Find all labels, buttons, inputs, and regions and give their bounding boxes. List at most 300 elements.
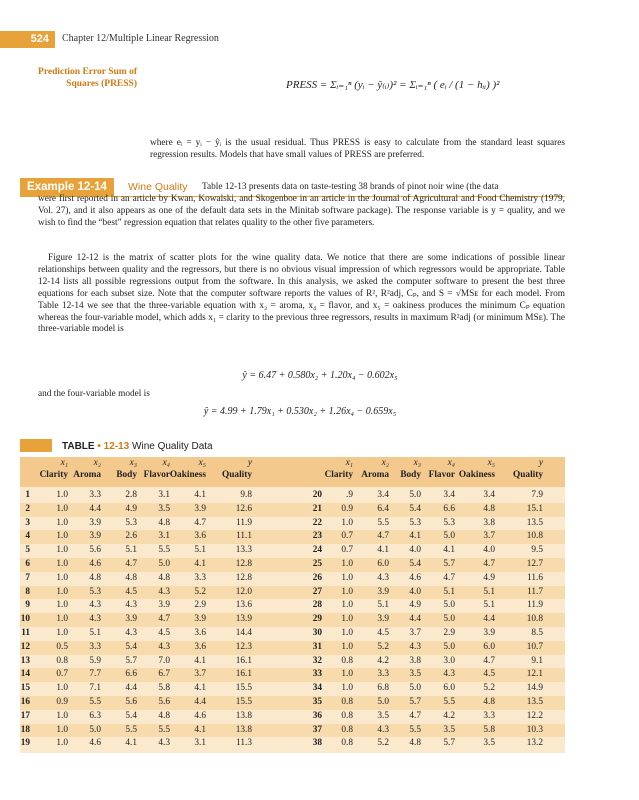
table-cell: 5.3 bbox=[89, 586, 101, 597]
table-cell: 12.3 bbox=[235, 641, 252, 652]
table-cell: 2.8 bbox=[125, 490, 137, 500]
table-cell: 4.4 bbox=[194, 697, 206, 707]
table-cell: 12.2 bbox=[526, 710, 543, 721]
between-text: and the four-variable model is bbox=[38, 389, 150, 399]
table-cell: 3.5 bbox=[158, 503, 170, 514]
table-cell: 5.2 bbox=[377, 641, 389, 652]
observation-number: 38 bbox=[312, 738, 322, 749]
observation-number: 16 bbox=[20, 697, 30, 707]
column-header-flavor: Flavor bbox=[428, 470, 455, 480]
table-cell: 5.7 bbox=[443, 559, 455, 569]
table-cell: 1.0 bbox=[56, 517, 68, 528]
table-cell: 4.2 bbox=[443, 710, 455, 721]
table-cell: 0.7 bbox=[56, 669, 68, 680]
table-cell: 4.5 bbox=[377, 628, 389, 638]
table-cell: 5.9 bbox=[89, 655, 101, 666]
table-marker bbox=[20, 439, 52, 452]
observation-number: 26 bbox=[312, 572, 322, 583]
table-cell: 1.0 bbox=[56, 710, 68, 721]
observation-number: 17 bbox=[20, 710, 30, 721]
table-cell: 5.1 bbox=[483, 600, 495, 611]
table-cell: 5.1 bbox=[483, 586, 495, 597]
table-cell: 1.0 bbox=[56, 572, 68, 583]
column-header-body: Body bbox=[400, 470, 421, 480]
table-cell: 4.9 bbox=[409, 600, 421, 611]
table-cell: 3.3 bbox=[377, 669, 389, 680]
table-cell: 4.6 bbox=[89, 559, 101, 569]
table-cell: 4.8 bbox=[158, 572, 170, 583]
table-cell: 6.7 bbox=[158, 669, 170, 680]
table-cell: 10.8 bbox=[526, 531, 543, 542]
table-cell: 5.4 bbox=[409, 559, 421, 569]
table-cell: 5.2 bbox=[483, 683, 495, 694]
table-title: Wine Quality Data bbox=[132, 441, 213, 452]
table-cell: 6.3 bbox=[89, 710, 101, 721]
equation-three-variable: ŷ = 6.47 + 0.580x₂ + 1.20x₄ − 0.602x₅ bbox=[242, 370, 398, 381]
table-cell: 4.1 bbox=[194, 559, 206, 569]
table-cell: 3.6 bbox=[194, 641, 206, 652]
table-cell: 1.0 bbox=[56, 628, 68, 638]
table-cell: 5.0 bbox=[89, 724, 101, 735]
table-cell: 4.8 bbox=[125, 572, 137, 583]
table-cell: 4.1 bbox=[443, 545, 455, 556]
table-cell: 3.9 bbox=[89, 531, 101, 542]
table-cell: 3.4 bbox=[443, 490, 455, 500]
observation-number: 35 bbox=[312, 697, 322, 707]
table-cell: 3.0 bbox=[443, 655, 455, 666]
column-variable-1: x₂ bbox=[381, 458, 389, 468]
table-cell: 5.7 bbox=[409, 697, 421, 707]
table-cell: 4.8 bbox=[89, 572, 101, 583]
table-cell: 5.5 bbox=[125, 724, 137, 735]
table-cell: 3.4 bbox=[377, 490, 389, 500]
table-cell: 12.7 bbox=[526, 559, 543, 569]
table-cell: 3.9 bbox=[125, 614, 137, 625]
table-cell: 5.0 bbox=[443, 614, 455, 625]
table-cell: 1.0 bbox=[341, 641, 353, 652]
table-cell: 12.8 bbox=[235, 572, 252, 583]
table-cell: 3.1 bbox=[158, 531, 170, 542]
table-cell: 1.0 bbox=[341, 517, 353, 528]
table-cell: 4.8 bbox=[158, 517, 170, 528]
example-paragraph-2: Figure 12-12 is the matrix of scatter plots for the wine quality data. We notice that there are some indications of possible linear relationships between quality and the regressors, but there is no obvious visual impression of which regressors would be appropriate. Table 12-14 lists all possible regressions output from the software. In this analysis, we asked the computer software to present the best three equations for each subset size. Note that the computer software reports the values of R², R²adj, Cₚ, and S = √MSᴇ for each model. From Table 12-14 we see that the three-variable equation with x₂ = aroma, x₄ = flavor, and x₅ = oakiness produces the minimum Cₚ equation whereas the four-variable model, which adds x₁ = clarity to the previous three regressors, results in maximum R²adj (or minimum MSᴇ). The three-variable model is bbox=[38, 253, 565, 335]
observation-number: 31 bbox=[312, 641, 322, 652]
table-cell: 7.1 bbox=[89, 683, 101, 694]
table-cell: 13.6 bbox=[235, 600, 252, 611]
observation-number: 34 bbox=[312, 683, 322, 694]
table-cell: 9.1 bbox=[531, 655, 543, 666]
table-caption bbox=[62, 441, 213, 452]
observation-number: 6 bbox=[25, 559, 30, 569]
table-cell: 5.5 bbox=[89, 697, 101, 707]
table-cell: 3.7 bbox=[483, 531, 495, 542]
table-cell: 5.6 bbox=[125, 697, 137, 707]
table-cell: 5.0 bbox=[443, 600, 455, 611]
table-cell: 4.7 bbox=[483, 655, 495, 666]
table-cell: 0.8 bbox=[341, 738, 353, 749]
table-cell: 3.5 bbox=[443, 724, 455, 735]
table-cell: 5.1 bbox=[194, 545, 206, 556]
table-cell: 15.5 bbox=[235, 697, 252, 707]
example-label: Example 12-14 bbox=[20, 178, 114, 196]
table-cell: 4.1 bbox=[409, 531, 421, 542]
table-cell: 3.1 bbox=[194, 738, 206, 749]
table-cell: 4.0 bbox=[409, 586, 421, 597]
table-cell: 3.5 bbox=[409, 669, 421, 680]
table-cell: 13.9 bbox=[235, 614, 252, 625]
observation-number: 19 bbox=[20, 738, 30, 749]
observation-number: 4 bbox=[25, 531, 30, 542]
table-cell: 4.8 bbox=[409, 738, 421, 749]
observation-number: 33 bbox=[312, 669, 322, 680]
table-cell: 4.3 bbox=[125, 600, 137, 611]
column-header-clarity: Clarity bbox=[39, 470, 68, 480]
observation-number: 25 bbox=[312, 559, 322, 569]
table-cell: 4.4 bbox=[483, 614, 495, 625]
observation-number: 27 bbox=[312, 586, 322, 597]
table-cell: 11.9 bbox=[527, 600, 543, 611]
observation-number: 29 bbox=[312, 614, 322, 625]
table-cell: 1.0 bbox=[56, 503, 68, 514]
table-cell: 5.0 bbox=[377, 697, 389, 707]
table-cell: 3.9 bbox=[377, 586, 389, 597]
table-cell: 4.6 bbox=[89, 738, 101, 749]
table-cell: 4.4 bbox=[89, 503, 101, 514]
table-cell: 4.7 bbox=[377, 531, 389, 542]
table-cell: 4.1 bbox=[194, 490, 206, 500]
table-cell: 4.2 bbox=[377, 655, 389, 666]
table-cell: 1.0 bbox=[56, 724, 68, 735]
table-cell: 15.5 bbox=[235, 683, 252, 694]
observation-number: 7 bbox=[25, 572, 30, 583]
table-cell: 0.8 bbox=[341, 724, 353, 735]
observation-number: 28 bbox=[312, 600, 322, 611]
table-cell: 3.5 bbox=[483, 738, 495, 749]
table-cell: 1.0 bbox=[56, 738, 68, 749]
table-cell: 4.7 bbox=[483, 559, 495, 569]
table-cell: 4.5 bbox=[125, 586, 137, 597]
table-cell: 6.6 bbox=[125, 669, 137, 680]
column-header-oakiness: Oakiness bbox=[458, 470, 495, 480]
table-cell: 3.6 bbox=[194, 628, 206, 638]
table-cell: 3.9 bbox=[377, 614, 389, 625]
table-cell: 1.0 bbox=[341, 628, 353, 638]
column-header-aroma: Aroma bbox=[361, 470, 389, 480]
table-cell: 3.9 bbox=[158, 600, 170, 611]
table-cell: 3.3 bbox=[89, 490, 101, 500]
table-cell: 0.7 bbox=[341, 531, 353, 542]
table-cell: 12.0 bbox=[235, 586, 252, 597]
table-cell: 5.3 bbox=[409, 517, 421, 528]
table-cell: 0.9 bbox=[341, 503, 353, 514]
table-cell: 5.7 bbox=[125, 655, 137, 666]
column-header-quality: Quality bbox=[222, 470, 252, 480]
table-cell: 4.3 bbox=[377, 572, 389, 583]
observation-number: 30 bbox=[312, 628, 322, 638]
column-variable-1: x₂ bbox=[93, 458, 101, 468]
observation-number: 8 bbox=[25, 586, 30, 597]
table-cell: 1.0 bbox=[341, 572, 353, 583]
table-cell: 1.0 bbox=[56, 490, 68, 500]
column-header-flavor: Flavor bbox=[143, 470, 170, 480]
table-cell: 5.1 bbox=[443, 586, 455, 597]
table-cell: 1.0 bbox=[56, 531, 68, 542]
table-cell: 10.7 bbox=[526, 641, 543, 652]
equation-four-variable: ŷ = 4.99 + 1.79x₁ + 0.530x₂ + 1.26x₄ − 0.659x₅ bbox=[203, 406, 397, 417]
table-cell: 2.9 bbox=[443, 628, 455, 638]
table-cell: 1.0 bbox=[341, 669, 353, 680]
table-cell: 5.5 bbox=[409, 724, 421, 735]
table-cell: 11.3 bbox=[236, 738, 252, 749]
table-cell: 11.6 bbox=[527, 572, 543, 583]
table-cell: 3.3 bbox=[89, 641, 101, 652]
table-cell: 3.7 bbox=[409, 628, 421, 638]
table-cell: 11.9 bbox=[236, 517, 252, 528]
table-cell: 3.9 bbox=[89, 517, 101, 528]
column-header-clarity: Clarity bbox=[324, 470, 353, 480]
observation-number: 21 bbox=[312, 503, 322, 514]
table-cell: 4.1 bbox=[125, 738, 137, 749]
table-cell: 9.8 bbox=[240, 490, 252, 500]
table-cell: 5.5 bbox=[158, 545, 170, 556]
table-number: 12-13 bbox=[103, 441, 130, 452]
press-formula: PRESS = Σᵢ₌₁ⁿ (yᵢ − ŷ₍ᵢ₎)² = Σᵢ₌₁ⁿ ( eᵢ / (1 − hᵢᵢ) )² bbox=[286, 79, 500, 91]
table-cell: 3.9 bbox=[483, 628, 495, 638]
table-cell: 16.1 bbox=[235, 655, 252, 666]
observation-number: 20 bbox=[312, 490, 322, 500]
observation-number: 3 bbox=[25, 517, 30, 528]
table-cell: 3.5 bbox=[377, 710, 389, 721]
table-cell: 6.4 bbox=[377, 503, 389, 514]
table-cell: 6.0 bbox=[443, 683, 455, 694]
table-cell: 5.8 bbox=[483, 724, 495, 735]
table-cell: 5.1 bbox=[89, 628, 101, 638]
observation-number: 12 bbox=[20, 641, 30, 652]
column-header-quality: Quality bbox=[513, 470, 543, 480]
table-cell: 1.0 bbox=[341, 600, 353, 611]
table-cell: 4.3 bbox=[158, 738, 170, 749]
press-side-heading: Prediction Error Sum of Squares (PRESS) bbox=[38, 67, 137, 89]
table-cell: 3.9 bbox=[194, 503, 206, 514]
table-cell: 0.8 bbox=[341, 710, 353, 721]
table-cell: 1.0 bbox=[56, 559, 68, 569]
table-cell: 4.3 bbox=[443, 669, 455, 680]
observation-number: 14 bbox=[20, 669, 30, 680]
column-variable-5: y bbox=[247, 458, 252, 468]
table-cell: 9.5 bbox=[531, 545, 543, 556]
observation-number: 13 bbox=[20, 655, 30, 666]
press-paragraph: where eᵢ = yᵢ − ŷᵢ is the usual residual. Thus PRESS is easy to calculate from the standard least squares regression results. Models that have small values of PRESS are preferred. bbox=[150, 138, 565, 160]
column-variable-2: x₃ bbox=[129, 458, 137, 468]
table-cell: 1.0 bbox=[56, 600, 68, 611]
table-cell: 4.3 bbox=[125, 628, 137, 638]
table-cell: 16.1 bbox=[235, 669, 252, 680]
table-cell: 4.6 bbox=[194, 710, 206, 721]
table-cell: 3.7 bbox=[194, 669, 206, 680]
column-header-body: Body bbox=[116, 470, 137, 480]
table-cell: 13.5 bbox=[526, 697, 543, 707]
table-cell: 5.3 bbox=[125, 517, 137, 528]
observation-number: 1 bbox=[25, 490, 30, 500]
observation-number: 23 bbox=[312, 531, 322, 542]
table-cell: 7.7 bbox=[89, 669, 101, 680]
table-cell: 4.3 bbox=[89, 614, 101, 625]
table-cell: 4.7 bbox=[443, 572, 455, 583]
table-cell: 11.1 bbox=[236, 531, 252, 542]
table-cell: 1.0 bbox=[341, 586, 353, 597]
observation-number: 18 bbox=[20, 724, 30, 735]
table-cell: 0.8 bbox=[56, 655, 68, 666]
table-cell: 14.4 bbox=[235, 628, 252, 638]
table-cell: 5.4 bbox=[125, 710, 137, 721]
observation-number: 32 bbox=[312, 655, 322, 666]
table-cell: 5.7 bbox=[443, 738, 455, 749]
table-cell: 5.4 bbox=[125, 641, 137, 652]
table-cell: 4.3 bbox=[158, 586, 170, 597]
table-cell: 6.8 bbox=[377, 683, 389, 694]
table-cell: 1.0 bbox=[56, 614, 68, 625]
table-cell: 1.0 bbox=[56, 545, 68, 556]
table-cell: 4.7 bbox=[409, 710, 421, 721]
table-cell: 1.0 bbox=[56, 683, 68, 694]
table-cell: 3.3 bbox=[194, 572, 206, 583]
table-cell: 5.2 bbox=[194, 586, 206, 597]
table-cell: 4.7 bbox=[158, 614, 170, 625]
table-cell: 7.9 bbox=[531, 490, 543, 500]
table-cell: 0.5 bbox=[56, 641, 68, 652]
table-bullet: • bbox=[97, 441, 101, 452]
table-cell: 1.0 bbox=[341, 559, 353, 569]
column-variable-3: x₄ bbox=[162, 458, 170, 468]
table-cell: 1.0 bbox=[341, 683, 353, 694]
table-cell: 4.8 bbox=[483, 503, 495, 514]
table-cell: 6.0 bbox=[377, 559, 389, 569]
table-cell: 12.6 bbox=[235, 503, 252, 514]
table-cell: 4.9 bbox=[483, 572, 495, 583]
table-cell: 13.5 bbox=[526, 517, 543, 528]
table-cell: 2.9 bbox=[194, 600, 206, 611]
table-cell: 5.4 bbox=[409, 503, 421, 514]
table-cell: 3.1 bbox=[158, 490, 170, 500]
table-cell: 4.3 bbox=[409, 641, 421, 652]
table-cell: 6.0 bbox=[483, 641, 495, 652]
column-variable-2: x₃ bbox=[413, 458, 421, 468]
table-cell: 8.5 bbox=[531, 628, 543, 638]
table-cell: 5.0 bbox=[158, 559, 170, 569]
table-cell: 5.3 bbox=[443, 517, 455, 528]
observation-number: 10 bbox=[20, 614, 30, 625]
table-cell: 4.4 bbox=[125, 683, 137, 694]
table-cell: 13.8 bbox=[235, 710, 252, 721]
table-cell: 3.4 bbox=[483, 490, 495, 500]
table-cell: 3.6 bbox=[194, 531, 206, 542]
table-cell: 5.2 bbox=[377, 738, 389, 749]
observation-number: 36 bbox=[312, 710, 322, 721]
table-cell: 4.5 bbox=[158, 628, 170, 638]
column-variable-5: y bbox=[538, 458, 543, 468]
example-title: Wine Quality bbox=[128, 181, 188, 193]
table-cell: 5.0 bbox=[409, 683, 421, 694]
table-cell: 13.2 bbox=[526, 738, 543, 749]
table-cell: 5.1 bbox=[377, 600, 389, 611]
table-cell: 3.8 bbox=[483, 517, 495, 528]
table-cell: 5.5 bbox=[443, 697, 455, 707]
observation-number: 37 bbox=[312, 724, 322, 735]
table-cell: 3.8 bbox=[409, 655, 421, 666]
table-cell: 1.0 bbox=[56, 586, 68, 597]
table-cell: 4.1 bbox=[194, 724, 206, 735]
table-cell: 4.1 bbox=[194, 655, 206, 666]
column-variable-4: x₅ bbox=[198, 458, 206, 468]
column-variable-0: x₁ bbox=[60, 458, 68, 468]
observation-number: 11 bbox=[21, 628, 30, 638]
table-cell: 10.3 bbox=[526, 724, 543, 735]
table-cell: 4.0 bbox=[483, 545, 495, 556]
table-cell: 4.3 bbox=[89, 600, 101, 611]
table-cell: 0.8 bbox=[341, 697, 353, 707]
observation-number: 24 bbox=[312, 545, 322, 556]
table-cell: 4.3 bbox=[158, 641, 170, 652]
table-cell: 4.7 bbox=[194, 517, 206, 528]
observation-number: 5 bbox=[25, 545, 30, 556]
example-text-rest: were first reported in an article by Kwan, Kowalski, and Skogenboe in an article in the Journal of Agricultural and Food Chemistry (1979, Vol. 27), and it also appears as one of the default data sets in the Minitab software package). The response variable is y = quality, and we wish to find the “best” regression equation that relates quality to the other five parameters. bbox=[38, 194, 565, 228]
column-header-oakiness: Oakiness bbox=[169, 470, 206, 480]
table-cell: 4.0 bbox=[409, 545, 421, 556]
table-cell: 5.0 bbox=[443, 641, 455, 652]
observation-number: 22 bbox=[312, 517, 322, 528]
table-cell: 15.1 bbox=[526, 503, 543, 514]
table-cell: 4.7 bbox=[125, 559, 137, 569]
table-cell: 10.8 bbox=[526, 614, 543, 625]
table-cell: 11.7 bbox=[527, 586, 543, 597]
column-variable-4: x₅ bbox=[487, 458, 495, 468]
page-number: 524 bbox=[0, 31, 55, 48]
table-cell: 4.1 bbox=[377, 545, 389, 556]
chapter-title: Chapter 12/Multiple Linear Regression bbox=[62, 33, 219, 44]
table-cell: 5.1 bbox=[125, 545, 137, 556]
column-variable-0: x₁ bbox=[345, 458, 353, 468]
table-cell: 1.0 bbox=[341, 614, 353, 625]
table-cell: 13.8 bbox=[235, 724, 252, 735]
table-cell: 5.8 bbox=[158, 683, 170, 694]
observation-number: 2 bbox=[25, 503, 30, 514]
column-header-aroma: Aroma bbox=[73, 470, 101, 480]
table-cell: 3.9 bbox=[194, 614, 206, 625]
table-cell: 7.0 bbox=[158, 655, 170, 666]
table-cell: 0.9 bbox=[56, 697, 68, 707]
table-cell: 4.4 bbox=[409, 614, 421, 625]
table-cell: 3.3 bbox=[483, 710, 495, 721]
table-cell: 0.8 bbox=[341, 655, 353, 666]
table-cell: 5.0 bbox=[443, 531, 455, 542]
table-cell: 2.6 bbox=[125, 531, 137, 542]
table-cell: 13.3 bbox=[235, 545, 252, 556]
table-label: TABLE bbox=[62, 441, 95, 452]
table-cell: 0.7 bbox=[341, 545, 353, 556]
table-cell: 5.0 bbox=[409, 490, 421, 500]
table-cell: 5.6 bbox=[89, 545, 101, 556]
table-cell: 5.5 bbox=[158, 724, 170, 735]
table-cell: 4.8 bbox=[158, 710, 170, 721]
table-cell: 4.9 bbox=[125, 503, 137, 514]
example-text-first-line: Table 12-13 presents data on taste-testing 38 brands of pinot noir wine (the data bbox=[202, 182, 499, 192]
table-cell: 4.1 bbox=[194, 683, 206, 694]
observation-number: 9 bbox=[25, 600, 30, 611]
table-cell: 12.8 bbox=[235, 559, 252, 569]
table-cell: 6.6 bbox=[443, 503, 455, 514]
table-cell: 12.1 bbox=[526, 669, 543, 680]
observation-number: 15 bbox=[20, 683, 30, 694]
